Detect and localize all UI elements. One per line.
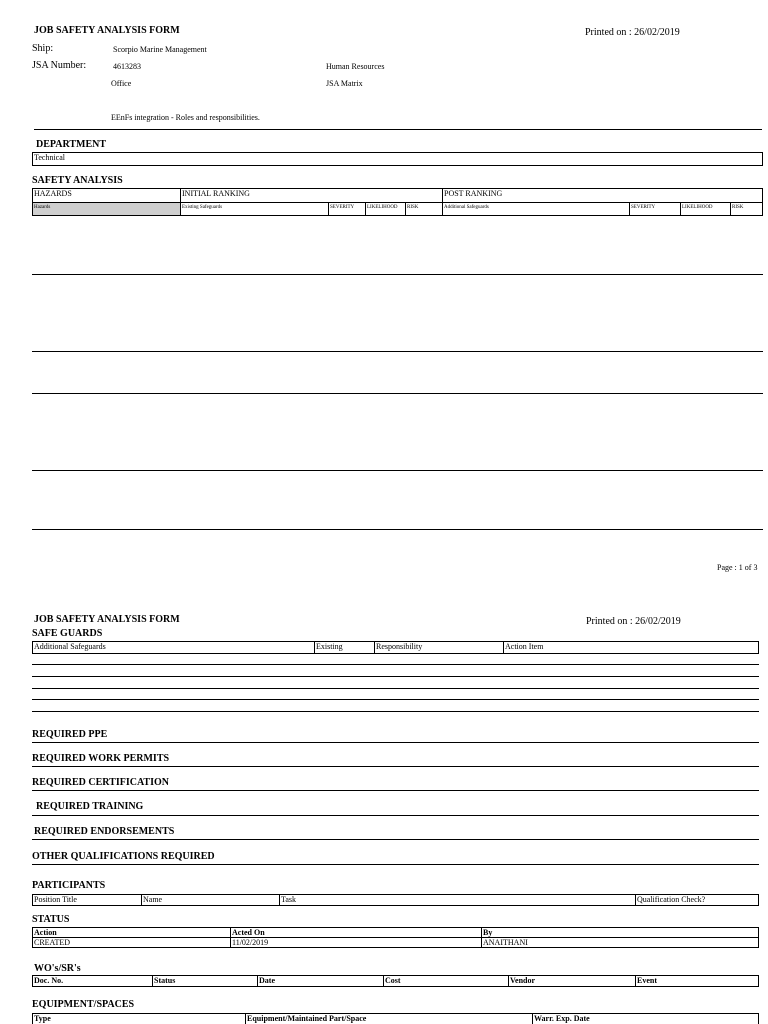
equipment-header-part: Equipment/Maintained Part/Space [245,1014,532,1024]
wos-header-cost: Cost [383,976,508,986]
severity-post-subheader: SEVERITY [629,203,680,215]
page-number: Page : 1 of 3 [717,563,758,572]
jsa-matrix-text: JSA Matrix [326,79,363,88]
form-title: JOB SAFETY ANALYSIS FORM [34,25,180,36]
required-endorsements-label: REQUIRED ENDORSEMENTS [34,826,175,837]
form-title-page2: JOB SAFETY ANALYSIS FORM [34,614,180,625]
row-divider [32,393,763,394]
status-acted-on: 11/02/2019 [230,938,481,948]
section-line [32,766,759,767]
participants-header-name: Name [141,895,279,905]
participants-label: PARTICIPANTS [32,880,106,891]
risk-post-subheader: RISK [730,203,762,215]
required-training-label: REQUIRED TRAINING [36,801,144,812]
status-label: STATUS [32,914,70,925]
equipment-header-type: Type [34,1014,51,1023]
participants-header-task: Task [279,895,635,905]
section-line [32,790,759,791]
safe-guards-header-additional: Additional Safeguards [34,642,106,651]
safe-guards-header-action-item: Action Item [503,642,758,653]
status-row [33,938,758,948]
department-value: Technical [34,153,65,162]
row-divider [32,351,763,352]
section-line [32,815,759,816]
safe-guards-row-line [32,688,759,689]
jsa-number-label: JSA Number: [32,60,87,71]
ship-label: Ship: [32,43,54,54]
participants-header-row [32,894,759,906]
row-divider [32,274,763,275]
equipment-label: EQUIPMENT/SPACES [32,999,135,1010]
additional-safeguards-subheader: Additional Safeguards [442,203,629,215]
status-by: ANAITHANI [481,938,758,948]
safety-analysis-table [32,188,763,216]
initial-ranking-header: INITIAL RANKING [180,189,442,202]
section-line [32,864,759,865]
printed-date-page2: Printed on : 26/02/2019 [586,616,681,627]
status-action: CREATED [34,938,70,947]
wos-header-doc-no: Doc. No. [34,976,64,985]
participants-header-qualification: Qualification Check? [635,895,758,905]
required-work-permits-label: REQUIRED WORK PERMITS [32,753,170,764]
wos-header-status: Status [152,976,257,986]
wos-header-row [32,975,759,987]
divider [34,129,762,130]
risk-subheader: RISK [405,203,442,215]
department-box [32,152,763,166]
ship-value: Scorpio Marine Management [113,45,207,54]
safe-guards-header-row [32,641,759,654]
hazards-subheader: Hazards [33,203,180,215]
safe-guards-row-line [32,664,759,665]
safe-guards-row-line [32,711,759,712]
required-certification-label: REQUIRED CERTIFICATION [32,777,169,788]
row-divider [32,470,763,471]
participants-header-position: Position Title [34,895,77,904]
safe-guards-label: SAFE GUARDS [32,628,103,639]
safety-analysis-label: SAFETY ANALYSIS [32,175,123,186]
status-header-row [33,928,758,938]
office-text: Office [111,79,132,88]
safe-guards-row-line [32,676,759,677]
required-ppe-label: REQUIRED PPE [32,729,108,740]
severity-subheader: SEVERITY [328,203,365,215]
wos-label: WO's/SR's [34,963,81,974]
safety-header-row [33,189,762,203]
hazards-header: HAZARDS [34,189,72,198]
likelihood-subheader: LIKELIHOOD [365,203,405,215]
section-line [32,839,759,840]
safe-guards-header-responsibility: Responsibility [374,642,503,653]
safe-guards-row-line [32,699,759,700]
other-qualifications-label: OTHER QUALIFICATIONS REQUIRED [32,851,215,862]
section-line [32,742,759,743]
wos-header-event: Event [635,976,758,986]
safety-subheader-row [33,203,762,215]
status-header-by: By [481,928,758,937]
wos-header-vendor: Vendor [508,976,635,986]
existing-safeguards-subheader: Existing Safeguards [180,203,328,215]
equipment-header-warranty: Warr. Exp. Date [532,1014,758,1024]
status-header-action: Action [34,928,57,937]
department-label: DEPARTMENT [36,139,107,150]
equipment-header-row [32,1013,759,1024]
task-title: EEnFs integration - Roles and responsibilities. [111,113,260,122]
jsa-number-value: 4613283 [113,62,141,71]
safe-guards-header-existing: Existing [314,642,374,653]
wos-header-date: Date [257,976,383,986]
status-table [32,927,759,948]
human-resources-text: Human Resources [326,62,385,71]
post-ranking-header: POST RANKING [442,189,762,202]
row-divider [32,529,763,530]
likelihood-post-subheader: LIKELIHOOD [680,203,730,215]
printed-date: Printed on : 26/02/2019 [585,27,680,38]
status-header-acted-on: Acted On [230,928,481,937]
